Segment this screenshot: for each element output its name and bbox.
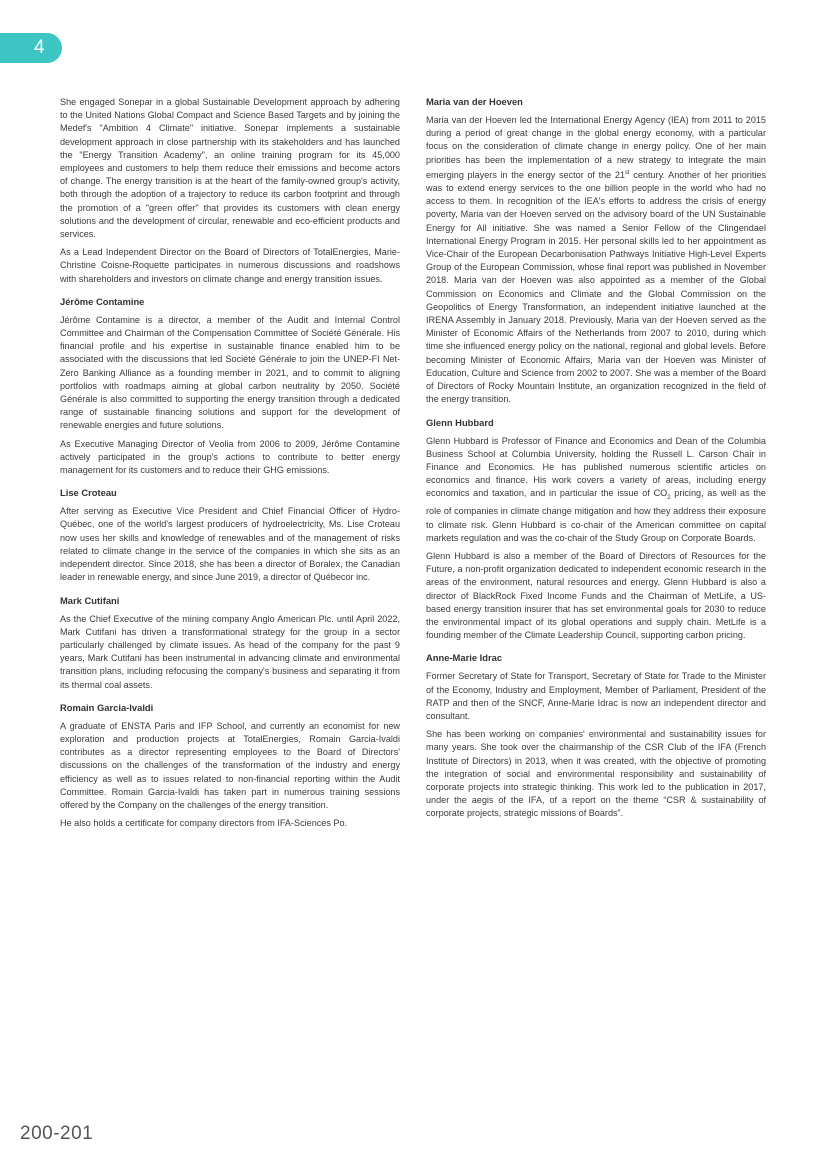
paragraph: A graduate of ENSTA Paris and IFP School, and currently an economist for new exploration and production projects at TotalEnergies, Romain Garcia-Ivaldi contributes as a director representing employees to the Board of Directors' discussions on the challenges of the transformation of the industry and energy efficiency as well as to issues related to non-financial reporting within the Audit Committee. Romain Garcia-Ivaldi has taken part in numerous training sessions offered by the Company on the challenges of the energy transition.	[60, 720, 400, 810]
right-column	[426, 96, 766, 826]
footer-page-range: 200-201	[20, 1123, 94, 1144]
text-run: pricing, as well as the role of companies in climate change mitigation and how they address their exposure to climate risk. Glenn Hubbard is co-chair of the American committee on capital markets regulation and was the co-chair of the Study Group on Corporate Boards.	[426, 488, 766, 543]
paragraph: As a Lead Independent Director on the Board of Directors of TotalEnergies, Marie-Christine Coisne-Roquette participates in numerous discussions and roadshows with shareholders and investors on climate change and energy transition issues.	[60, 247, 400, 284]
left-column	[60, 96, 400, 835]
text-run: century. Another of her priorities was to extend energy services to the one billion people in the world who had no access to them. In recognition of the IEA's efforts to address the crisis of energy poverty, Maria van der Hoeven served on the advisory board of the UN Sustainable Energy for All initiative. She was named a Senior Fellow of the Clingendael International Energy Program in 2015. Her personal skills led to her appointment as Vice-Chair of the European Decarbonisation Pathways Initiative High-Level Experts Group of the European Commission, whose final report was published in November 2018. Maria van der Hoeven was also appointed as a member of the Global Commission on Economics and Climate and the Global Commission on the Geopolitics of Energy Transformation, an independent initiative launched at the IRENA Assembly in January 2018. Previously, Maria van der Hoeven served as the Minister of Economic Affairs of the Netherlands from 2007 to 2010, during which time she influenced energy policy on the national, regional and global levels. Before becoming Minister of Economic Affairs, Maria van der Hoeven was Minister of Education, Culture and Science from 2002 to 2007. She was a member of the Board of Directors of Rocky Mountain Institute, an organization recognized in the field of the energy transition.	[426, 169, 766, 405]
director-name-heading: Maria van der Hoeven	[426, 96, 523, 107]
director-name-heading: Glenn Hubbard	[426, 416, 494, 428]
subscript: 2	[667, 495, 671, 502]
paragraph	[426, 114, 766, 407]
paragraph: Former Secretary of State for Transport, Secretary of State for Trade to the Minister of the Economy, Industry and Employment, Member of Parliament, President of the RATP and then of the SNCF, Anne-Marie Idrac is now an independent director and consultant.	[426, 671, 766, 721]
page-number-tab	[0, 33, 62, 63]
text-run: Glenn Hubbard is Professor of Finance and Economics and Dean of the Columbia Business School at Columbia University, holding the Russell L. Carson Chair in Finance and Economics. He has published numerous scientific articles on economics and finance. His work covers a variety of areas, including energy economics and taxation, and in particular the issue of CO	[426, 435, 766, 499]
paragraph: He also holds a certificate for company directors from IFA-Sciences Po.	[60, 818, 348, 829]
page-number: 4	[34, 37, 45, 58]
paragraph: As the Chief Executive of the mining company Anglo American Plc. until April 2022, Mark Cutifani has driven a transformational strategy for the group in a sector particularly challenged by climate issues. As head of the company for the past 9 years, Mark Cutifani has been instrumental in advancing climate and environmental transition plans, including refocusing the company's business and separating it from its thermal coal assets.	[60, 613, 400, 690]
paragraph: Jérôme Contamine is a director, a member of the Audit and Internal Control Committee and Chairman of the Compensation Committee of Société Générale. His financial profile and his expertise in sustainable finance enabled him to be associated with the discussions that led Société Générale to join the UNEP-FI Net-Zero Banking Alliance as a founding member in 2021, and to commit to aligning portfolios with roadmaps aiming at global carbon neutrality by 2050. Société Générale is also committed to supporting the energy transition through a dedicated range of sustainable financing solutions and support for the development of renewable energies and future solutions.	[60, 314, 400, 431]
paragraph: She has been working on companies' environmental and sustainability issues for many years. She took over the chairmanship of the CSR Club of the IFA (French Institute of Directors) in 2013, when it was created, with the objective of promoting the integration of social and environmental responsibility and sustainability of corporate projects into strategic thinking. This work led to the publication in 2017, under the aegis of the IFA, of a report on the theme “CSR & sustainability of corporate projects, strategic missions of Boards”.	[426, 729, 766, 819]
director-name-heading: Jérôme Contamine	[60, 295, 145, 307]
paragraph: As Executive Managing Director of Veolia from 2006 to 2009, Jérôme Contamine actively participated in the group's actions to contribute to better energy management for its customers and to reduce their GHG emissions.	[60, 438, 400, 476]
superscript: st	[625, 169, 630, 176]
paragraph	[426, 435, 766, 545]
paragraph: She engaged Sonepar in a global Sustainable Development approach by adhering to the United Nations Global Compact and Science Based Targets and by joining the Medef's "Ambition 4 Climate" initiative. Sonepar implements a sustainable development approach in close partnership with its stakeholders and has launched the "Energy Transition Academy", an online training program for its 45,000 employees and customers to help them reduce their emissions and become actors of change. The energy transition is at the heart of the family-owned group's activity, both through the adoption of a trajectory to reduce its carbon footprint and through the promotion of a "green offer" that provides its customers with clean energy solutions and the development of circular, renewable and eco-efficient products and services.	[60, 97, 400, 240]
director-name-heading: Lise Croteau	[60, 487, 117, 499]
paragraph: After serving as Executive Vice President and Chief Financial Officer of Hydro-Québec, one of the world's largest producers of hydroelectricity, Ms. Lise Croteau now uses her skills and knowledge of renewables and of the management of risks related to climate change in the service of the companies in which she sits as an independent director. Since 2018, she has been a director of Boralex, the Canadian leader in renewable energy, and since June 2019, a director of Québecor inc.	[60, 506, 400, 583]
director-name-heading: Mark Cutifani	[60, 594, 120, 606]
text-run: Maria van der Hoeven led the International Energy Agency (IEA) from 2011 to 2015 during a period of great change in the global energy economy, with a particular focus on the consideration of climate change in energy policy. One of her main priorities has been the implementation of a new strategy to integrate the main emerging players in the energy sector of the 21	[426, 115, 766, 180]
director-name-heading: Romain Garcia-Ivaldi	[60, 701, 154, 713]
director-name-heading: Anne-Marie Idrac	[426, 652, 503, 664]
paragraph: Glenn Hubbard is also a member of the Board of Directors of Resources for the Future, a non-profit organization dedicated to independent economic research in the areas of the environment, natural resources and energy. Glenn Hubbard is also a director of BlackRock Fixed Income Funds and the Chairman of MetLife, a US-based energy transition insurer that has set environmental goals for 2030 to reduce the environmental impact of its global operations and supply chain. MetLife is a founding member of the Climate Leadership Council, supporting carbon pricing.	[426, 550, 766, 641]
